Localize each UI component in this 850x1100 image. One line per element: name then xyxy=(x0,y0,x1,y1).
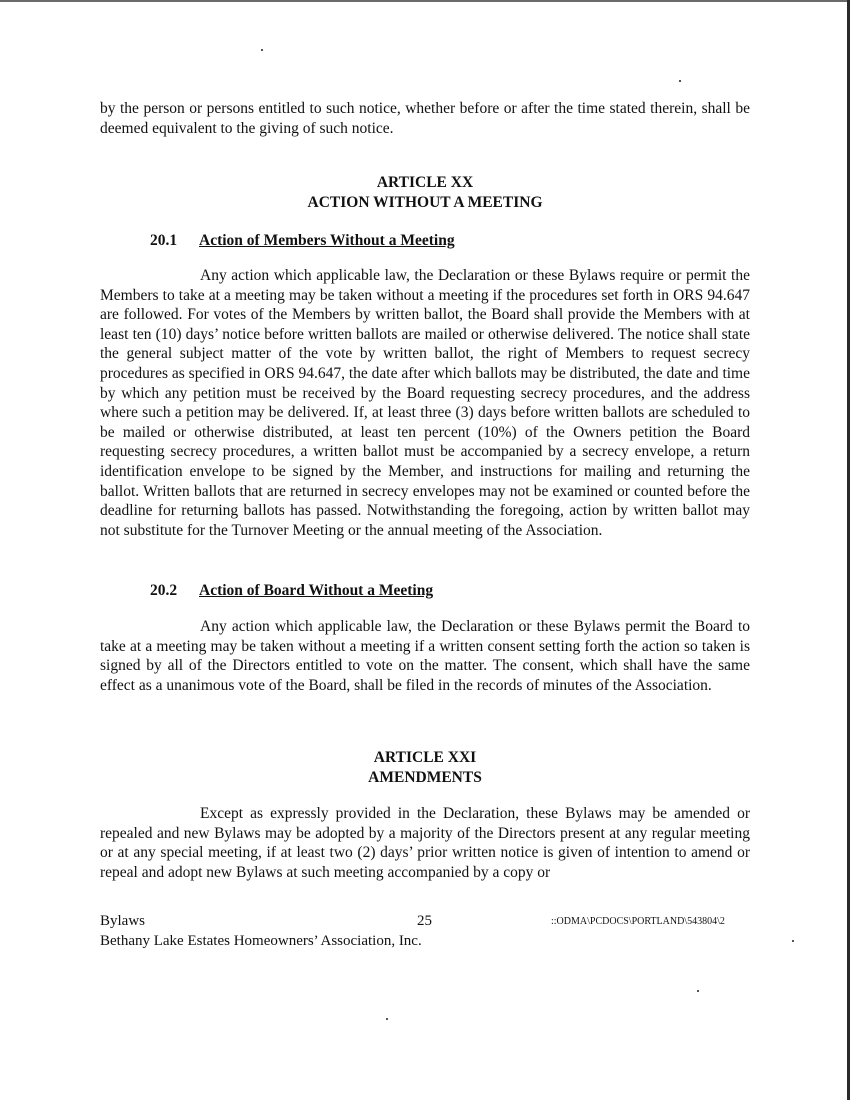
section-title: Action of Board Without a Meeting xyxy=(199,582,434,599)
article-xxi-title: AMENDMENTS xyxy=(368,769,482,786)
footer-doc-path: ::ODMA\PCDOCS\PORTLAND\543804\2 xyxy=(551,916,725,927)
section-20-2-heading xyxy=(150,581,433,601)
footer-doc-name: Bylaws xyxy=(100,913,145,929)
article-xxi-number: ARTICLE XXI xyxy=(373,749,477,766)
scan-speck xyxy=(792,940,794,942)
section-20-1-heading xyxy=(150,231,455,251)
section-20-2-body: Any action which applicable law, the Declaration or these Bylaws permit the Board to take at a meeting may be taken without a meeting if a written consent setting forth the action so taken is signed by all of the Directors entitled to vote on the matter. The consent, which shall have the same effect as a unanimous vote of the Board, shall be filed in the records of minutes of the Association. xyxy=(100,618,750,694)
article-xx-number: ARTICLE XX xyxy=(376,174,474,191)
section-number: 20.2 xyxy=(150,582,178,599)
section-number: 20.1 xyxy=(150,232,178,249)
scan-edge-top xyxy=(0,0,850,2)
scan-speck xyxy=(261,49,263,51)
scan-speck xyxy=(679,80,681,82)
scan-speck xyxy=(697,990,699,992)
section-title: Action of Members Without a Meeting xyxy=(199,232,455,249)
section-20-1-body: Any action which applicable law, the Declaration or these Bylaws require or permit the Members to take at a meeting may be taken without a meeting if the procedures set forth in ORS 94.647 are followed. For votes of the Members by written ballot, the Board shall provide the Members with at least ten (10) days’ notice before written ballots are mailed or otherwise delivered. The notice shall state the general subject matter of the vote by written ballot, the right of Members to request secrecy procedures as specified in ORS 94.647, the date after which ballots may be distributed, the date and time by which any petition must be received by the Board requesting secrecy procedures, and the address where such a petition may be delivered. If, at least three (3) days before written ballots are scheduled to be mailed or otherwise distributed, at least ten percent (10%) of the Owners petition the Board requesting secrecy procedures, a written ballot must be accompanied by a secrecy envelope, a return identification envelope to be signed by the Member, and instructions for mailing and returning the ballot. Written ballots that are returned in secrecy envelopes may not be examined or counted before the deadline for returning ballots has passed. Notwithstanding the foregoing, action by written ballot may not substitute for the Turnover Meeting or the annual meeting of the Association. xyxy=(100,267,750,539)
article-xx-title: ACTION WITHOUT A MEETING xyxy=(307,194,543,211)
continued-paragraph: by the person or persons entitled to such notice, whether before or after the time stated therein, shall be deemed equivalent to the giving of such notice. xyxy=(100,100,750,137)
article-xxi-body: Except as expressly provided in the Declaration, these Bylaws may be amended or repealed and new Bylaws may be adopted by a majority of the Directors present at any regular meeting or at any special meeting, if at least two (2) days’ prior written notice is given of intention to amend or repeal and adopt new Bylaws at such meeting accompanied by a copy or xyxy=(100,805,750,881)
footer-page-number: 25 xyxy=(417,913,432,929)
footer-association: Bethany Lake Estates Homeowners’ Association, Inc. xyxy=(100,933,422,949)
scan-speck xyxy=(386,1018,388,1020)
